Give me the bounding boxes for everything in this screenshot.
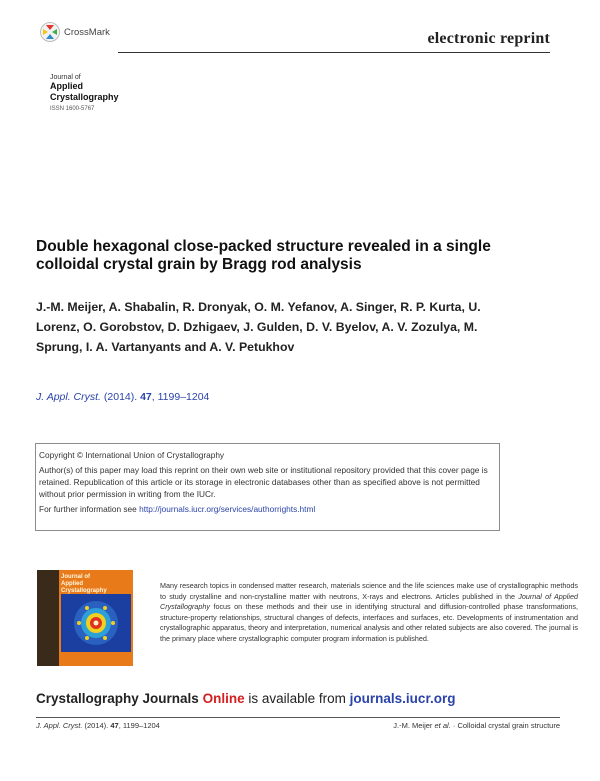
cover-diffraction-pattern [61,594,131,652]
author-rights-link[interactable]: http://journals.iucr.org/services/authorrights.html [139,504,316,514]
footer-volume: 47 [110,721,119,730]
footer-short-title: Colloidal crystal grain structure [457,721,560,730]
promo-prefix: Crystallography Journals [36,691,199,706]
footer-running-title [393,721,560,730]
promo-middle: is available from [248,691,346,706]
journal-name-line2: Crystallography [50,92,119,102]
article-title: Double hexagonal close-packed structure revealed in a single colloidal crystal grain by Bragg rod analysis [36,238,491,273]
blurb-part2: focus on these methods and their use in identifying structural and diffusion-controlled phase transformations, structure-property relationships, structural changes of defects, interfaces and surfaces, etc. Developments of instrumentation and crystallographic apparatus, theory and interpretation, numerical analysis and other related subjects are also covered. The journal is the primary place where crystallographic computer program information is published. [160,602,578,643]
footer-year: (2014). [84,721,109,730]
copyright-notice [35,443,500,531]
citation-volume: 47 [140,391,152,403]
journal-of-label: Journal of [50,74,81,81]
footer-pages: , 1199–1204 [118,721,160,730]
journal-name-line1: Applied [50,81,83,91]
copyright-further-info [39,503,496,515]
journals-online-promo [36,691,455,706]
blurb-journal-name: Journal of Applied Crystallography [160,591,578,612]
cover-title-line3: Crystallography [61,588,107,594]
footer-journal: J. Appl. Cryst. [36,721,83,730]
journals-iucr-link[interactable]: journals.iucr.org [349,691,456,706]
journal-issn: ISSN 1600-5767 [50,106,95,112]
citation-pages: , 1199–1204 [151,391,210,403]
header-divider [118,52,550,53]
crossmark-badge[interactable] [40,22,110,42]
journal-cover-image [37,570,133,666]
citation-journal: J. Appl. Cryst. [36,391,101,403]
copyright-terms: Author(s) of this paper may load this reprint on their own web site or institutional repository provided that this cover page is retained. Republication of this article or its storage in electronic databases other than as specified above is not permitted without prior permission in writing from the IUCr. [39,465,488,499]
copyright-line [39,449,496,461]
cover-title-line2: Applied [61,581,83,587]
crossmark-label: CrossMark [64,26,110,38]
blurb-part1: Many research topics in condensed matter research, materials science and the life sciences make use of crystallographic methods to study crystalline and non-crystalline matter with neutrons, X-rays and electrons. Articles published in the [160,581,578,601]
citation-link[interactable] [36,391,209,403]
copyright-holder: International Union of Crystallography [85,450,225,460]
copyright-symbol-icon: © [76,450,83,460]
footer-divider [36,717,560,718]
footer-citation [36,721,160,730]
further-info-prefix: For further information see [39,504,137,514]
cover-spine [37,570,59,666]
electronic-reprint-heading: electronic reprint [427,30,550,47]
cover-title-line1: Journal of [61,574,91,580]
journal-masthead [50,74,119,112]
footer-etal: et al. [434,721,451,730]
article-authors: J.-M. Meijer, A. Shabalin, R. Dronyak, O. M. Yefanov, A. Singer, R. P. Kurta, U. Lorenz, O. Gorobstov, D. Dzhigaev, J. Gulden, D. V. Byelov, A. V. Zozulya, M. Sprung, I. A. Vartanyants and A. V. Petukhov [36,300,481,354]
footer-authors: J.-M. Meijer [393,721,433,730]
journal-description [160,581,578,645]
copyright-prefix: Copyright [39,450,75,460]
cover-title [61,574,107,595]
promo-online: Online [202,691,245,706]
citation-year: (2014). [103,391,138,403]
footer-separator: · [452,721,456,730]
crossmark-icon [40,22,60,42]
